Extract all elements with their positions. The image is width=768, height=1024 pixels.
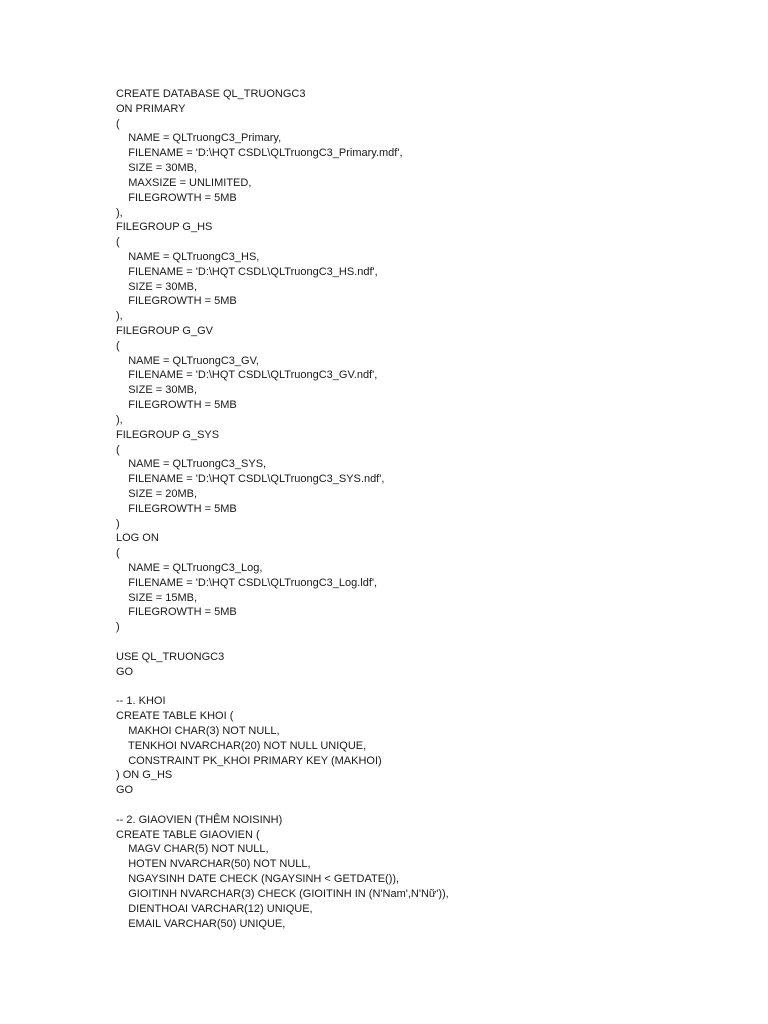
code-line: GO <box>116 784 134 797</box>
code-line: FILENAME = 'D:\HQT CSDL\QLTruongC3_Primary.mdf', <box>116 147 403 160</box>
code-line: ) <box>116 621 120 634</box>
code-line: FILEGROWTH = 5MB <box>116 399 237 412</box>
code-line: GO <box>116 665 134 678</box>
code-line: FILEGROUP G_HS <box>116 221 213 234</box>
code-line: FILEGROUP G_GV <box>116 325 213 337</box>
code-line: FILEGROWTH = 5MB <box>116 502 237 515</box>
code-line: SIZE = 30MB, <box>116 280 198 293</box>
code-line: CREATE TABLE KHOI ( <box>116 710 234 723</box>
code-line: MAGV CHAR(5) NOT NULL, <box>116 843 269 856</box>
code-line: TENKHOI NVARCHAR(20) NOT NULL UNIQUE, <box>116 739 367 752</box>
code-line: DIENTHOAI VARCHAR(12) UNIQUE, <box>116 902 313 915</box>
code-line: MAXSIZE = UNLIMITED, <box>116 176 252 189</box>
code-line: CREATE TABLE GIAOVIEN ( <box>116 828 260 841</box>
code-line: ) <box>116 517 120 530</box>
code-line: ) ON G_HS <box>116 769 173 782</box>
code-line: -- 2. GIAOVIEN (THÊM NOISINH) <box>116 813 283 826</box>
code-line: CREATE DATABASE QL_TRUONGC3 <box>116 88 306 100</box>
code-line: USE QL_TRUONGC3 <box>116 650 225 663</box>
code-line: NAME = QLTruongC3_HS, <box>116 250 260 263</box>
code-line: CONSTRAINT PK_KHOI PRIMARY KEY (MAKHOI) <box>116 754 382 767</box>
code-line <box>116 798 449 813</box>
code-line: ), <box>116 413 123 426</box>
code-line: SIZE = 30MB, <box>116 162 198 175</box>
code-line: FILEGROWTH = 5MB <box>116 606 237 619</box>
code-line: ( <box>116 117 120 130</box>
code-line <box>116 635 449 650</box>
code-line: NAME = QLTruongC3_SYS, <box>116 458 267 471</box>
code-line: NAME = QLTruongC3_GV, <box>116 354 259 367</box>
code-line: ( <box>116 547 120 560</box>
code-line: ( <box>116 443 120 456</box>
code-line: FILENAME = 'D:\HQT CSDL\QLTruongC3_SYS.ndf', <box>116 473 385 486</box>
code-line: NAME = QLTruongC3_Primary, <box>116 132 282 145</box>
code-line: ( <box>116 236 120 249</box>
code-line: LOG ON <box>116 532 159 545</box>
code-line: FILENAME = 'D:\HQT CSDL\QLTruongC3_Log.ldf', <box>116 576 378 589</box>
code-line: ( <box>116 339 120 352</box>
code-line: ), <box>116 310 123 323</box>
code-line: MAKHOI CHAR(3) NOT NULL, <box>116 724 280 737</box>
code-line: FILEGROUP G_SYS <box>116 428 220 441</box>
code-line: FILEGROWTH = 5MB <box>116 191 237 204</box>
code-line: SIZE = 30MB, <box>116 384 198 397</box>
code-line: -- 1. KHOI <box>116 695 166 708</box>
code-line: NAME = QLTruongC3_Log, <box>116 562 263 574</box>
code-line: FILENAME = 'D:\HQT CSDL\QLTruongC3_GV.ndf', <box>116 369 378 382</box>
code-line: FILEGROWTH = 5MB <box>116 295 237 308</box>
code-line: HOTEN NVARCHAR(50) NOT NULL, <box>116 858 311 871</box>
code-line: ), <box>116 206 123 219</box>
code-line: FILENAME = 'D:\HQT CSDL\QLTruongC3_HS.ndf', <box>116 265 378 278</box>
code-line: EMAIL VARCHAR(50) UNIQUE, <box>116 917 286 930</box>
code-line: GIOITINH NVARCHAR(3) CHECK (GIOITINH IN (N'Nam',N'Nữ')), <box>116 887 449 900</box>
sql-code-block <box>116 87 449 931</box>
code-line <box>116 680 449 695</box>
code-line: ON PRIMARY <box>116 102 186 115</box>
code-line: SIZE = 20MB, <box>116 487 198 500</box>
code-line: NGAYSINH DATE CHECK (NGAYSINH < GETDATE()), <box>116 873 400 886</box>
code-line: SIZE = 15MB, <box>116 591 198 604</box>
